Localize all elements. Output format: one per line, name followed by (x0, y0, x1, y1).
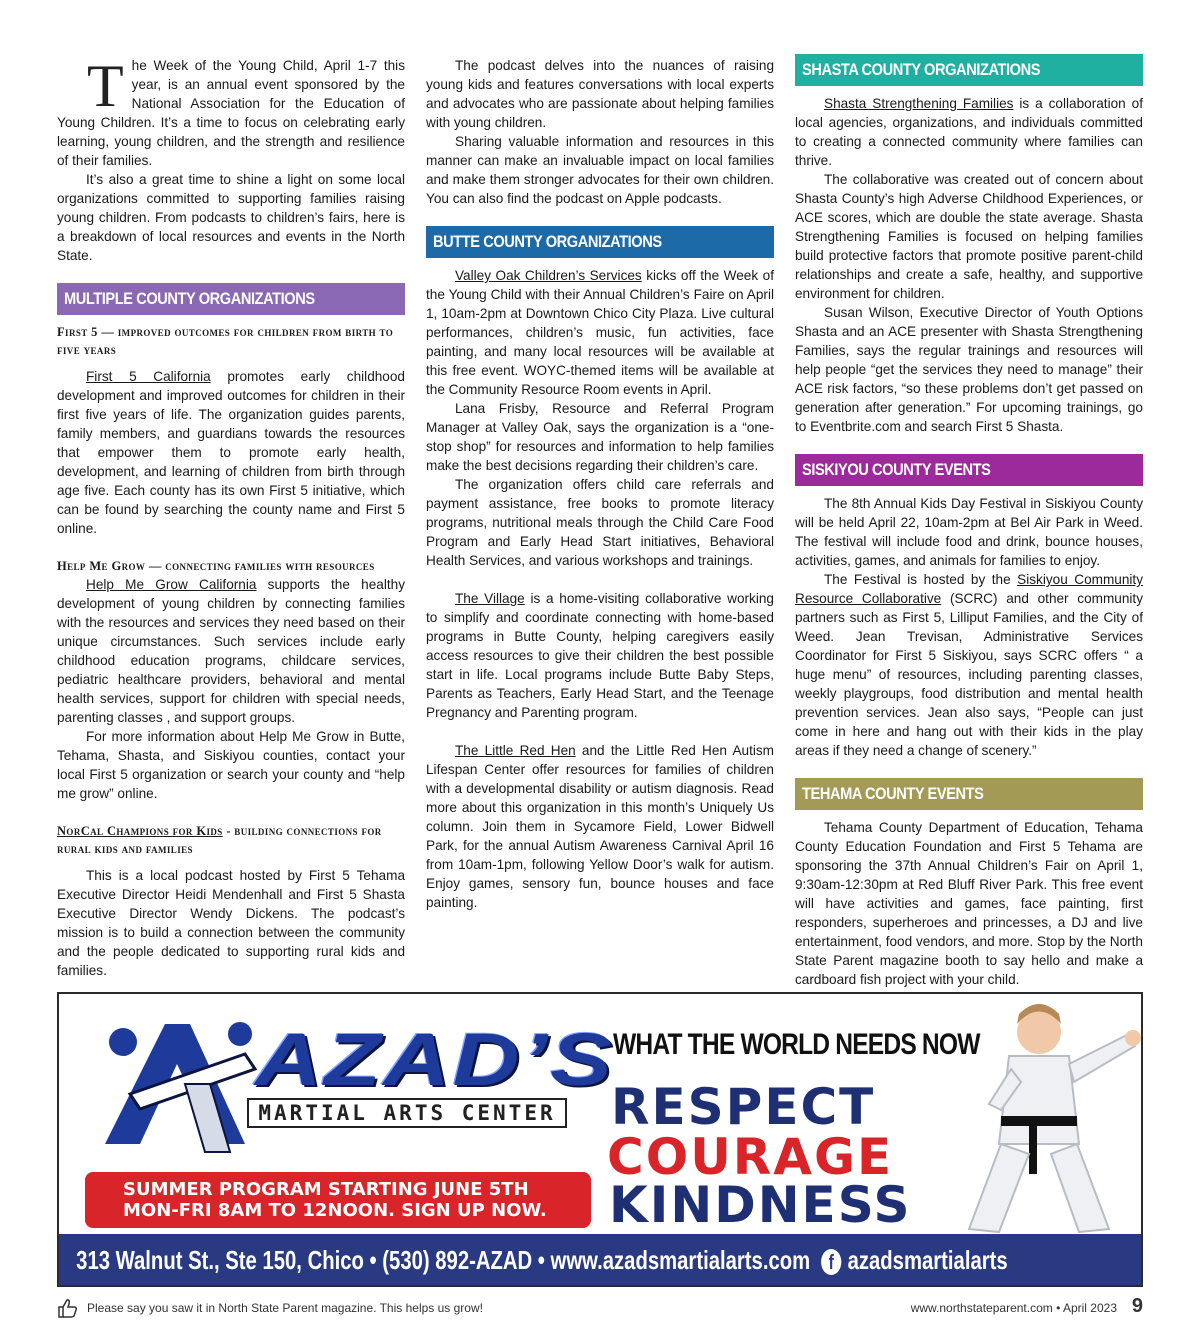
siskiyou-paragraph-2: The Festival is hosted by the Siskiyou Community Resource Collaborative (SCRC) and other community partners such as First 5, Lilliput Families, and the City of Weed. Jean Trevisan, Administrative Services Coordinator for First 5 Siskiyou, says SCRC offers “ a huge menu” of resources, including parenting classes, weekly playgroups, food distribution and mental health prevention services. Jean also says, “People can just come in here and hang out with their kids in the play areas if they need a change of scenery.” (795, 572, 1144, 758)
help-me-grow-paragraph: Help Me Grow California supports the healthy development of young children by connecting families with the resources and services they need based on their unique circumstances. Such services include early childhood education programs, childcare services, pediatric healthcare providers, behavioral and mental health services, support for children with special needs, parenting classes , and support groups. (57, 577, 405, 725)
siskiyou-community-resource-link[interactable]: Siskiyou Community Resource Collaborative (795, 572, 1143, 606)
kindness-word: KINDNESS (609, 1176, 912, 1234)
valley-oak-paragraph-2: Lana Frisby, Resource and Referral Program Manager at Valley Oak, says the organization is a “one-stop shop” for resources and information to help families make the best decisions regarding their children’s care. (426, 401, 774, 473)
siskiyou-paragraph: The 8th Annual Kids Day Festival in Siskiyou County will be held April 22, 10am-2pm at Bel Air Park in Weed. The festival will include food and drink, bounce houses, activities, games, and animals for families to enjoy. (795, 496, 1143, 568)
footer-note: Please say you saw it in North State Parent magazine. This helps us grow! (87, 1301, 483, 1315)
column-2 (426, 56, 774, 912)
azads-advertisement[interactable] (57, 992, 1143, 1287)
column-3 (795, 56, 1143, 1029)
summer-line-2: MON-FRI 8AM TO 12NOON. SIGN UP NOW. (123, 1200, 547, 1221)
norcal-paragraph: This is a local podcast hosted by First 5 Tehama Executive Director Heidi Mendenhall and First 5 Shasta Executive Director Wendy Dickens. The podcast’s mission is to build a connection between the community and the people dedicated to supporting rural kids and families. (57, 868, 405, 978)
valley-oak-paragraph: Valley Oak Children’s Services kicks off the Week of the Young Child with their Annual Children’s Faire on April 1, 10am-2pm at Downtown Chico City Plaza. Live cultural performances, children’s music, fun activities, face painting, and many local resources will be available at this free event. WOYC-themed items will be available at the Community Resource Room events in April. (426, 268, 774, 397)
podcast-paragraph-2: Sharing valuable information and resources in this manner can make an invaluable impact on local families and make them stronger advocates for their own children. You can also find the podcast on Apple podcasts. (426, 134, 774, 206)
page-number: 9 (1131, 1295, 1143, 1317)
first5-subheading: First 5 — improved outcomes for children from birth to five years (57, 325, 394, 357)
section-heading-siskiyou-county: SISKIYOU COUNTY EVENTS (795, 454, 1143, 486)
intro-text: he Week of the Young Child, April 1-7 this year, is an annual event sponsored by the National Association for the Education of Young Children. It’s a time to focus on celebrating early learning, young children, and the strength and resilience of their families. (57, 58, 405, 168)
azads-logo-icon (95, 1014, 265, 1156)
village-paragraph: The Village is a home-visiting collaborative working to simplify and coordinate connecting with home-based programs in Butte County, helping caregivers easily access resources to give their children the best possible start in life. Local programs include Butte Baby Steps, Parents as Teachers, Early Head Start, and the Teenage Pregnancy and Parenting program. (426, 591, 774, 720)
valley-oak-link[interactable]: Valley Oak Children’s Services (455, 268, 642, 283)
valley-oak-paragraph-3: The organization offers child care referrals and payment assistance, free books to promote literacy programs, nutritional meals through the Child Care Food Program and Early Head Start initiatives, Behavioral Health Services, and various workshops and trainings. (426, 477, 774, 568)
little-red-hen-link[interactable]: The Little Red Hen (455, 743, 576, 758)
shasta-paragraph-2: The collaborative was created out of concern about Shasta County’s high Adverse Childhood Experiences, or ACE scores, which are double the state average. Shasta Strengthening Families is focused on helping families build protective factors that promote positive parent-child relationships and create a safe, healthy, and supportive environment for children. (795, 172, 1143, 301)
help-me-grow-link[interactable]: Help Me Grow California (86, 577, 257, 592)
section-heading-shasta-county: SHASTA COUNTY ORGANIZATIONS (795, 54, 1143, 86)
ad-contact-text[interactable]: 313 Walnut St., Ste 150, Chico • (530) 892-AZAD • www.azadsmartialarts.com (76, 1245, 811, 1275)
intro-paragraph (57, 53, 405, 170)
help-me-grow-subheading: Help Me Grow — connecting families with resources (57, 559, 375, 573)
facebook-icon[interactable]: f (821, 1249, 841, 1275)
first5-california-link[interactable]: First 5 California (86, 369, 211, 384)
first5-paragraph: First 5 California promotes early childhood development and improved outcomes for children in their first five years of life. The organization guides parents, family members, and guardians towards the resources that empower them to promote early health, development, and learning of children from birth through age five. Each county has its own First 5 initiative, which can be found by searching the county name and First 5 online. (57, 369, 405, 536)
norcal-champions-link[interactable]: NorCal Champions for Kids (57, 824, 223, 838)
thumbs-up-icon (57, 1297, 79, 1319)
tehama-paragraph: Tehama County Department of Education, Tehama County Education Foundation and First 5 Tehama are sponsoring the 37th Annual Children’s Fair on April 1, 9:30am-12:30pm at Red Bluff River Park. This free event will have activities and games, face painting, first responders, superheroes and princesses, a DJ and live entertainment, food vendors, and more. Stop by the North State Parent magazine booth to say hello and make a cardboard fish project with your child. (795, 820, 1143, 987)
summer-program-banner[interactable] (85, 1172, 591, 1228)
karate-kid-illustration (929, 994, 1143, 1234)
page-footer (57, 1296, 1143, 1320)
podcast-paragraph: The podcast delves into the nuances of raising young kids and features conversations with local experts and advocates who are passionate about helping families with young children. (426, 58, 774, 130)
column-1 (57, 53, 405, 980)
summer-line-1: SUMMER PROGRAM STARTING JUNE 5TH (123, 1179, 529, 1200)
facebook-handle[interactable]: azadsmartialarts (847, 1245, 1008, 1275)
intro-paragraph-2: It’s also a great time to shine a light on some local organizations committed to supporting families raising young children. From podcasts to children’s fairs, here is a breakdown of local resources and events in the North State. (57, 172, 405, 263)
ad-contact-bar[interactable] (59, 1234, 1141, 1287)
azads-brand-title: AZAD’S (255, 1018, 615, 1101)
footer-site-date[interactable]: www.northstateparent.com • April 2023 (910, 1301, 1117, 1315)
shasta-paragraph-3: Susan Wilson, Executive Director of Youth Options Shasta and an ACE presenter with Shasta Strengthening Families, says the regular trainings and resources will help people “get the services they need to manage” their ACE risk factors, “so these problems don’t get passed on generation after generation.” For upcoming trainings, go to Eventbrite.com and search First 5 Shasta. (795, 305, 1143, 434)
shasta-paragraph: Shasta Strengthening Families is a collaboration of local agencies, organizations, and individuals committed to creating a connected community where families can thrive. (795, 96, 1143, 168)
drop-cap: T (87, 53, 124, 119)
little-red-hen-paragraph: The Little Red Hen and the Little Red Hen Autism Lifespan Center offer resources for families of children with a developmental disability or autism diagnosis. Read more about this organization in this month’s Uniquely Us column. Join them in Sycamore Field, Lower Bidwell Park, for the annual Autism Awareness Carnival April 16 from 10am-1pm, following Yellow Door’s walk for autism. Enjoy games, sensory fun, bounce houses and face painting. (426, 743, 774, 910)
section-heading-multiple-county: MULTIPLE COUNTY ORGANIZATIONS (57, 283, 405, 315)
section-heading-butte-county: BUTTE COUNTY ORGANIZATIONS (426, 226, 774, 258)
shasta-strengthening-families-link[interactable]: Shasta Strengthening Families (824, 96, 1014, 111)
norcal-subheading: NorCal Champions for Kids - building connections for rural kids and families (57, 824, 382, 856)
help-me-grow-paragraph-2: For more information about Help Me Grow in Butte, Tehama, Shasta, and Siskiyou counties, contact your local First 5 organization or search your county and “help me grow” online. (57, 729, 405, 801)
the-village-link[interactable]: The Village (455, 591, 525, 606)
section-heading-tehama-county: TEHAMA COUNTY EVENTS (795, 778, 1143, 810)
martial-arts-center-label: MARTIAL ARTS CENTER (247, 1098, 567, 1128)
courage-word: COURAGE (607, 1128, 894, 1186)
ad-headline: WHAT THE WORLD NEEDS NOW (613, 1028, 980, 1061)
respect-word: RESPECT (611, 1078, 876, 1136)
